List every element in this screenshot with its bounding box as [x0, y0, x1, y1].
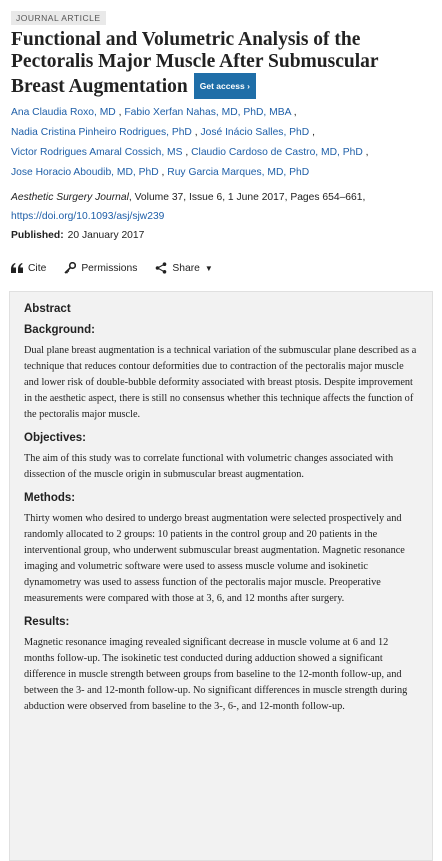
author-link[interactable]: Ana Claudia Roxo, MD [11, 107, 116, 118]
section-text-results: Magnetic resonance imaging revealed significant decrease in muscle volume at 6 and 12 months follow-up. The isokinetic test conducted during adduction showed a significant difference in muscle strength between groups from baseline to the 12-month follow-up, and between the 3- and 12-month follow-up. No significant differences in muscle strength during abduction were observed from baseline to the 3-, 6-, and 12-month follow-up. [24, 637, 408, 712]
author-link[interactable]: Claudio Cardoso de Castro, MD, PhD [191, 147, 363, 158]
citation-details: , Volume 37, Issue 6, 1 June 2017, Pages 654–661, [128, 192, 366, 203]
get-access-label: Get access [199, 81, 245, 91]
article-title-text: Functional and Volumetric Analysis of the Pectoralis Major Muscle After Submuscular Breast Augmentation [11, 29, 379, 97]
section-heading-background: Background: [24, 324, 95, 336]
section-text-background: Dual plane breast augmentation is a technical variation of the submuscular plane described as a technique that reduces contour deformities due to contraction of the pectoralis major muscle and lower risk of double-bubble deformity associated with breast ptosis. Despite improvement in the aesthetic aspect, there is still no consensus whether this technique affects the function of the pectoralis major muscle. [24, 345, 417, 420]
article-header [0, 0, 442, 274]
author-list: Ana Claudia Roxo, MD , Fabio Xerfan Nahas, MD, PhD, MBA , Nadia Cristina Pinheiro Rodrigues, PhD , José Inácio Salles, PhD , Victor Rodrigues Amaral Cossich, MS , Claudio Cardoso de Castro, MD, PhD , Jose Horacio Aboudib, MD, PhD , Ruy Garcia Marques, MD, PhD [11, 107, 369, 178]
key-icon [64, 262, 76, 274]
share-label: Share [172, 262, 200, 274]
article-tools [11, 262, 431, 274]
get-access-button[interactable] [194, 73, 256, 99]
published-date: 20 January 2017 [67, 230, 145, 241]
author-link[interactable]: Jose Horacio Aboudib, MD, PhD [11, 167, 159, 178]
cite-button[interactable] [11, 263, 46, 274]
permissions-button[interactable] [64, 262, 137, 274]
section-text-methods: Thirty women who desired to undergo breast augmentation were selected prospectively and randomly allocated to 2 groups: 10 patients in the control group and 20 patients in the interventional group, who underwent submuscular breast augmentation. Magnetic resonance imaging and volumetric software were used to assess muscle volume and isokinetic dynamometry was used to assess function of the pectoralis major muscle. Preoperative measurements were compared with those at 3, 6, and 12 months after surgery. [24, 513, 405, 604]
published-label: Published: [11, 230, 64, 241]
section-text-objectives: The aim of this study was to correlate functional with volumetric changes associated with dissection of the muscle origin in submuscular breast augmentation. [24, 453, 394, 480]
section-heading-results: Results: [24, 616, 70, 628]
section-heading-methods: Methods: [24, 492, 76, 504]
author-link[interactable]: Nadia Cristina Pinheiro Rodrigues, PhD [11, 127, 192, 138]
author-link[interactable]: Victor Rodrigues Amaral Cossich, MS [11, 147, 183, 158]
author-link[interactable]: José Inácio Salles, PhD [200, 127, 310, 138]
permissions-label: Permissions [81, 262, 138, 274]
quote-icon [11, 263, 23, 273]
author-link[interactable]: Ruy Garcia Marques, MD, PhD [167, 167, 310, 178]
journal-name: Aesthetic Surgery Journal [11, 192, 129, 203]
section-heading-objectives: Objectives: [24, 432, 86, 444]
author-link[interactable]: Fabio Xerfan Nahas, MD, PhD, MBA [124, 107, 291, 118]
published-line [11, 226, 431, 245]
article-type-badge: JOURNAL ARTICLE [11, 11, 106, 25]
abstract-heading: Abstract [24, 303, 71, 315]
cite-label: Cite [28, 262, 47, 274]
citation [11, 188, 431, 226]
share-button[interactable] [155, 262, 212, 274]
chevron-right-icon: › [247, 81, 250, 91]
share-icon [155, 262, 167, 274]
article-title [11, 29, 431, 99]
caret-down-icon: ▼ [204, 263, 213, 273]
doi-link[interactable]: https://doi.org/10.1093/asj/sjw239 [11, 211, 165, 222]
abstract-panel [9, 291, 433, 861]
